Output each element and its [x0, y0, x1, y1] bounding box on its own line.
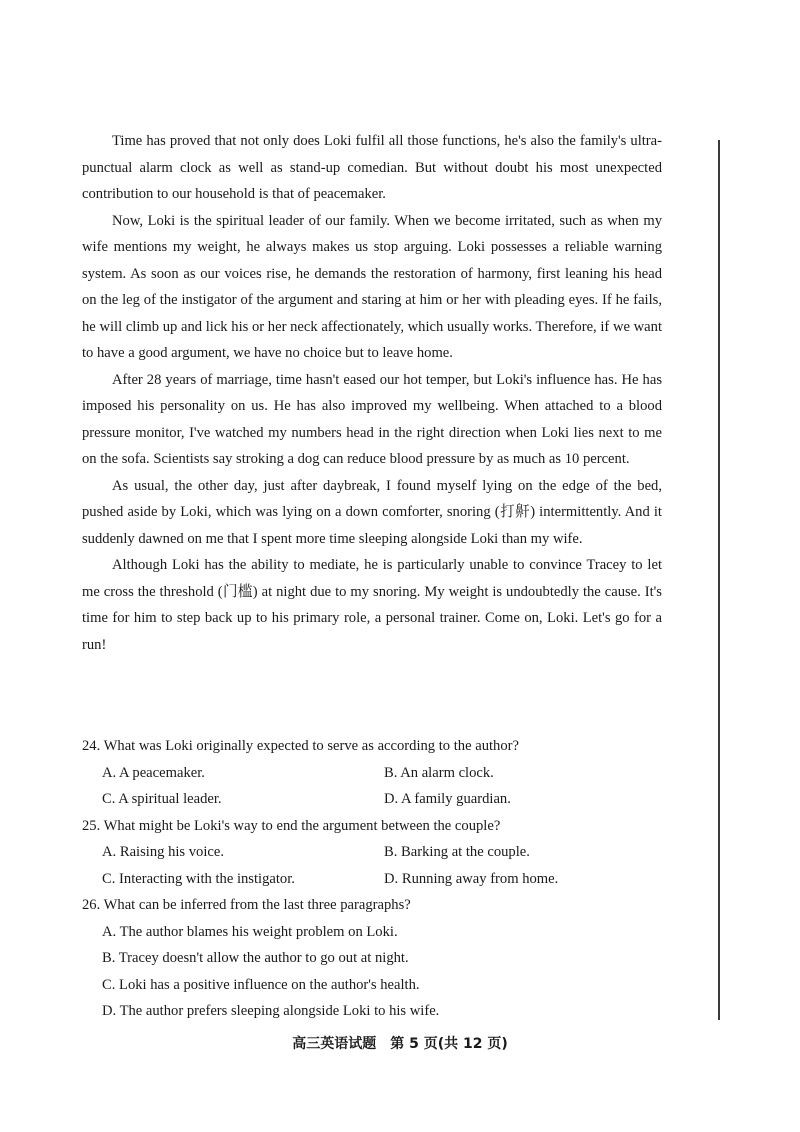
- binding-margin-line: [718, 140, 720, 1020]
- option-c: C. A spiritual leader.: [102, 791, 222, 807]
- passage-paragraph: Time has proved that not only does Loki fulfil all those functions, he's also the family's ultra-punctual alarm clock as well as stand-up comedian. But without doubt his most unexpected contribution to our household is that of peacemaker.: [82, 133, 662, 202]
- reading-passage: [82, 128, 662, 658]
- option-d: D. A family guardian.: [384, 791, 511, 807]
- question-stem: 26. What can be inferred from the last three paragraphs?: [82, 897, 411, 913]
- page-footer: 高三英语试题 第 5 页(共 12 页): [292, 1036, 508, 1052]
- option-c: C. Interacting with the instigator.: [102, 870, 295, 887]
- option-b: B. Tracey doesn't allow the author to go out at night.: [102, 950, 409, 966]
- question-25: [82, 813, 682, 893]
- option-c: C. Loki has a positive influence on the author's health.: [102, 976, 420, 993]
- option-b: B. An alarm clock.: [384, 764, 494, 781]
- option-d: D. Running away from home.: [384, 870, 559, 887]
- option-d: D. The author prefers sleeping alongside Loki to his wife.: [102, 1003, 440, 1019]
- option-a: A. The author blames his weight problem on Loki.: [102, 923, 398, 940]
- option-b: B. Barking at the couple.: [384, 844, 530, 860]
- question-options: [82, 839, 682, 892]
- option-a: A. A peacemaker.: [102, 764, 205, 781]
- question-24: [82, 733, 682, 813]
- question-list: [82, 733, 682, 1025]
- passage-paragraph: Now, Loki is the spiritual leader of our family. When we become irritated, such as when my wife mentions my weight, he always makes us stop arguing. Loki possesses a reliable warning system. As soon as our voices rise, he demands the restoration of harmony, first leaning his head on the leg of the instigator of the argument and staring at him or her with pleading eyes. If he fails, he will climb up and lick his or her neck affectionately, which usually works. Therefore, if we want to have a good argument, we have no choice but to leave home.: [82, 212, 662, 361]
- question-options: [82, 760, 682, 813]
- passage-paragraph: Although Loki has the ability to mediate, he is particularly unable to convince Tracey to let me cross the threshold (门槛) at night due to my snoring. My weight is undoubtedly the cause. It's time for him to step back up to his primary role, a personal trainer. Come on, Loki. Let's go for a run!: [82, 557, 662, 653]
- question-stem: 25. What might be Loki's way to end the argument between the couple?: [82, 817, 501, 834]
- passage-paragraph: As usual, the other day, just after daybreak, I found myself lying on the edge of the bed, pushed aside by Loki, which was lying on a down comforter, snoring (打鼾) intermittently. And it suddenly dawned on me that I spent more time sleeping alongside Loki than my wife.: [82, 477, 662, 547]
- question-stem: 24. What was Loki originally expected to serve as according to the author?: [82, 738, 519, 754]
- question-26: [82, 892, 682, 1025]
- option-a: A. Raising his voice.: [102, 844, 225, 860]
- question-options: [82, 919, 682, 1025]
- passage-paragraph: After 28 years of marriage, time hasn't eased our hot temper, but Loki's influence has. He has imposed his personality on us. He has also improved my wellbeing. When attached to a blood pressure monitor, I've watched my numbers head in the right direction when Loki lies next to me on the sofa. Scientists say stroking a dog can reduce blood pressure by as much as 10 percent.: [82, 371, 662, 467]
